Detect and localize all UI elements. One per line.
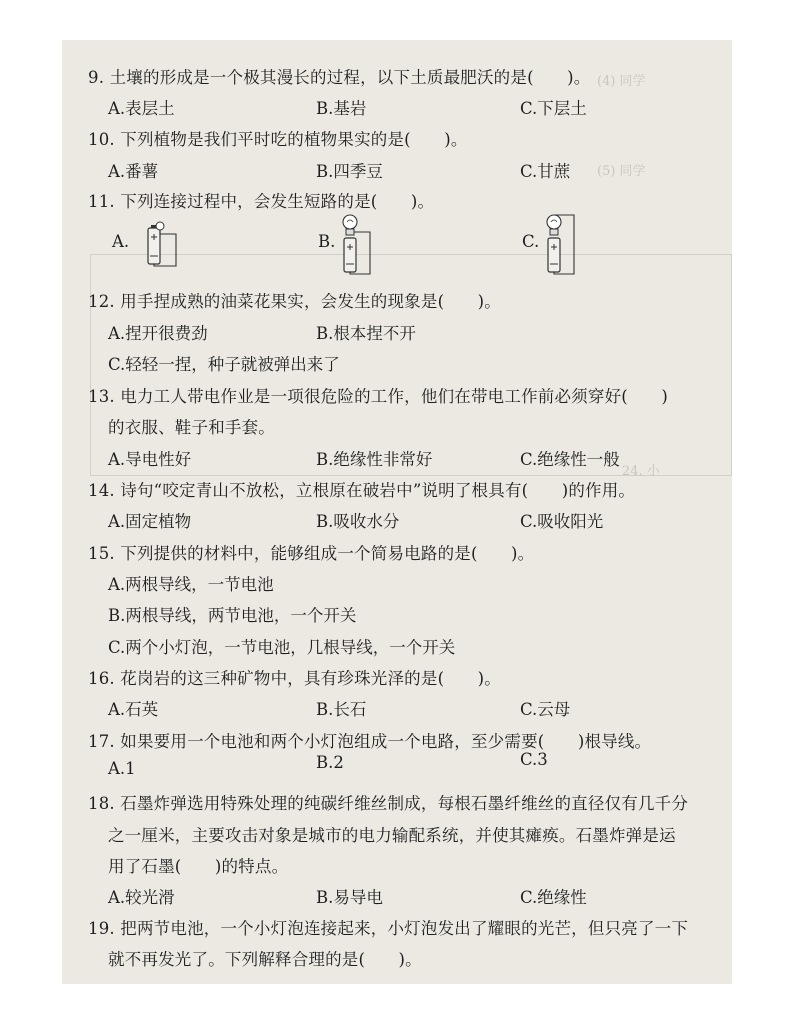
question-12-option-c[interactable]: C.轻轻一捏，种子就被弹出来了 (108, 355, 340, 374)
circuit-c-diagram (538, 212, 588, 278)
question-13-stem-line-2: 的衣服、鞋子和手套。 (108, 418, 275, 437)
exam-page (62, 40, 732, 984)
question-13-option-a[interactable]: A.导电性好 (108, 450, 192, 469)
question-15-option-a[interactable]: A.两根导线，一节电池 (108, 575, 274, 594)
question-16-option-a[interactable]: A.石英 (108, 700, 159, 719)
question-18-option-a[interactable]: A.较光滑 (108, 888, 175, 907)
question-11-option-a[interactable]: A. (112, 232, 130, 251)
question-9-option-c[interactable]: C.下层土 (520, 99, 587, 118)
question-10-option-c[interactable]: C.甘蔗 (520, 162, 571, 181)
question-12-stem: 12. 用手捏成熟的油菜花果实，会发生的现象是( )。 (88, 292, 501, 311)
question-9-option-b[interactable]: B.基岩 (316, 99, 367, 118)
question-14-option-c[interactable]: C.吸收阳光 (520, 512, 604, 531)
question-13-option-b[interactable]: B.绝缘性非常好 (316, 450, 433, 469)
question-10-stem: 10. 下列植物是我们平时吃的植物果实的是( )。 (88, 130, 468, 149)
question-18-option-c[interactable]: C.绝缘性 (520, 888, 587, 907)
question-14-option-b[interactable]: B.吸收水分 (316, 512, 400, 531)
question-13-stem-line-1: 13. 电力工人带电作业是一项很危险的工作，他们在带电工作前必须穿好( ) (88, 387, 668, 406)
question-11-option-b[interactable]: B. (318, 232, 336, 251)
question-11-option-c[interactable]: C. (522, 232, 540, 251)
question-15-option-c[interactable]: C.两个小灯泡，一节电池，几根导线，一个开关 (108, 638, 456, 657)
bleed-through-text: 24. 小 (622, 464, 660, 479)
question-9-stem: 9. 土壤的形成是一个极其漫长的过程，以下土质最肥沃的是( )。 (88, 68, 591, 87)
question-17-stem: 17. 如果要用一个电池和两个小灯泡组成一个电路，至少需要( )根导线。 (88, 732, 652, 751)
question-17-option-a[interactable]: A.1 (108, 759, 136, 778)
question-15-option-b[interactable]: B.两根导线，两节电池，一个开关 (108, 606, 357, 625)
question-9-option-a[interactable]: A.表层土 (108, 99, 175, 118)
question-19-stem-line-2: 就不再发光了。下列解释合理的是( )。 (108, 950, 422, 969)
question-17-option-b[interactable]: B.2 (316, 753, 344, 772)
question-16-option-c[interactable]: C.云母 (520, 700, 571, 719)
question-17-option-c[interactable]: C.3 (520, 750, 548, 769)
question-18-stem-line-1: 18. 石墨炸弹选用特殊处理的纯碳纤维丝制成，每根石墨纤维丝的直径仅有几千分 (88, 794, 689, 813)
question-18-stem-line-2: 之一厘米，主要攻击对象是城市的电力输配系统，并使其瘫痪。石墨炸弹是运 (108, 826, 676, 845)
question-16-option-b[interactable]: B.长石 (316, 700, 367, 719)
question-12-option-b[interactable]: B.根本捏不开 (316, 324, 416, 343)
question-18-stem-line-3: 用了石墨( )的特点。 (108, 857, 289, 876)
bleed-through-text: (4) 同学 (597, 74, 646, 89)
bleed-through-text: (5) 同学 (597, 164, 646, 179)
circuit-a-diagram (138, 218, 188, 274)
question-16-stem: 16. 花岗岩的这三种矿物中，具有珍珠光泽的是( )。 (88, 669, 501, 688)
question-12-option-a[interactable]: A.捏开很费劲 (108, 324, 208, 343)
question-15-stem: 15. 下列提供的材料中，能够组成一个简易电路的是( )。 (88, 544, 535, 563)
question-11-stem: 11. 下列连接过程中，会发生短路的是( )。 (88, 192, 435, 211)
question-10-option-a[interactable]: A.番薯 (108, 162, 159, 181)
circuit-b-diagram (334, 212, 384, 278)
question-18-option-b[interactable]: B.易导电 (316, 888, 383, 907)
question-14-stem: 14. 诗句“咬定青山不放松，立根原在破岩中”说明了根具有( )的作用。 (88, 481, 636, 500)
question-10-option-b[interactable]: B.四季豆 (316, 162, 383, 181)
question-19-stem-line-1: 19. 把两节电池，一个小灯泡连接起来，小灯泡发出了耀眼的光芒，但只亮了一下 (88, 919, 689, 938)
question-13-option-c[interactable]: C.绝缘性一般 (520, 450, 620, 469)
question-14-option-a[interactable]: A.固定植物 (108, 512, 192, 531)
